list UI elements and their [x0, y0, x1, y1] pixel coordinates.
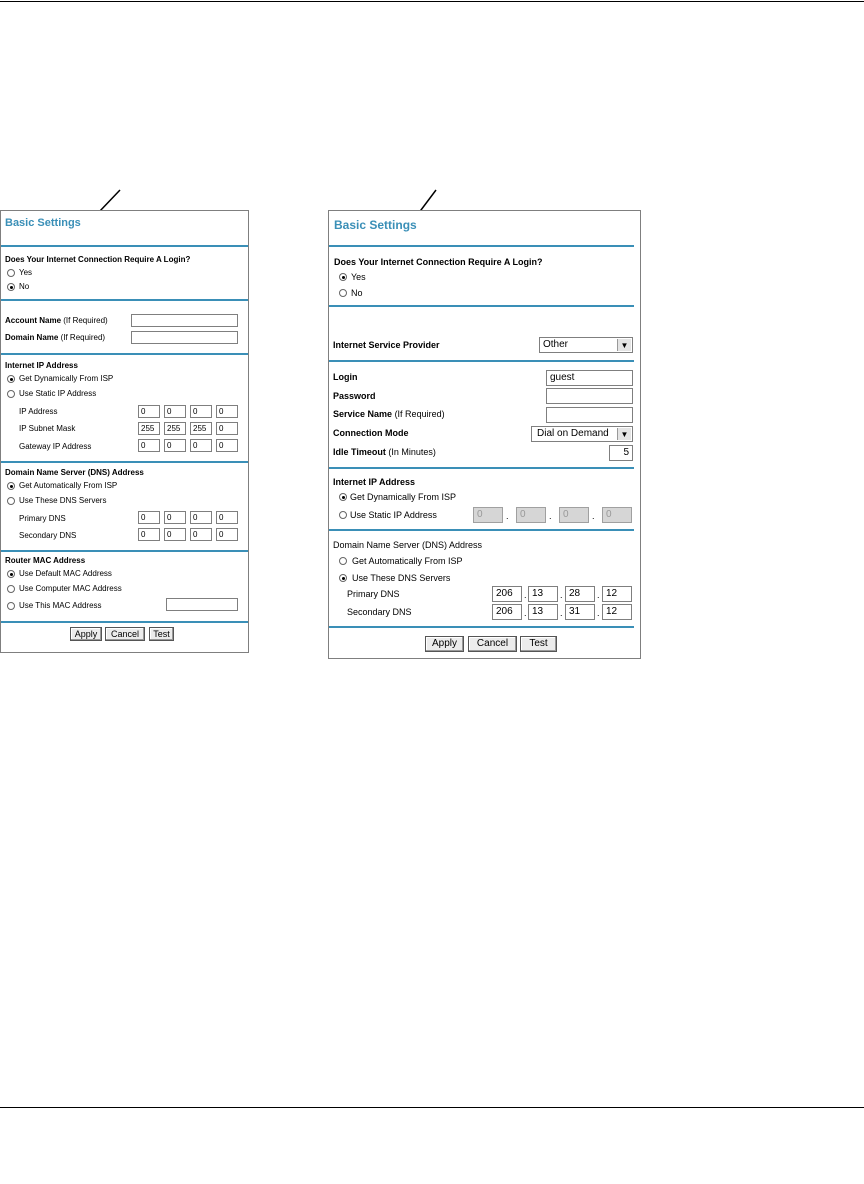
divider — [329, 467, 634, 469]
password-input[interactable] — [546, 388, 633, 404]
chevron-down-icon: ▼ — [617, 428, 631, 440]
dns-auto-label: Get Automatically From ISP — [352, 556, 463, 566]
login-question: Does Your Internet Connection Require A Login? — [334, 257, 543, 267]
isp-label: Internet Service Provider — [333, 340, 440, 350]
divider — [1, 550, 248, 552]
mac-address-input[interactable] — [166, 598, 238, 611]
page-title: Basic Settings — [5, 217, 81, 229]
domain-name-label: Domain Name — [5, 333, 59, 342]
page-title: Basic Settings — [334, 218, 417, 232]
connection-mode-value: Dial on Demand — [537, 428, 609, 439]
octet-separator: . — [524, 590, 527, 600]
domain-name-input[interactable] — [131, 331, 238, 344]
ip-static-radio[interactable] — [339, 511, 347, 519]
account-name-input[interactable] — [131, 314, 238, 327]
primary-dns-octet-2[interactable]: 13 — [528, 586, 558, 602]
ip-dynamic-label: Get Dynamically From ISP — [19, 374, 114, 383]
subnet-label: IP Subnet Mask — [19, 424, 76, 433]
service-name-label: Service Name — [333, 409, 393, 419]
secondary-dns-octet-3[interactable]: 0 — [190, 528, 212, 541]
secondary-dns-octet-2[interactable]: 13 — [528, 604, 558, 620]
secondary-dns-octet-2[interactable]: 0 — [164, 528, 186, 541]
mac-default-radio[interactable] — [7, 570, 15, 578]
ip-address-label: IP Address — [19, 407, 58, 416]
divider — [1, 245, 248, 247]
secondary-dns-octet-4[interactable]: 12 — [602, 604, 632, 620]
subnet-octet-2[interactable]: 255 — [164, 422, 186, 435]
cancel-button[interactable]: Cancel — [105, 627, 145, 641]
login-no-label: No — [19, 282, 30, 291]
ip-dynamic-label: Get Dynamically From ISP — [350, 492, 457, 502]
secondary-dns-octet-4[interactable]: 0 — [216, 528, 238, 541]
static-ip-octet-4[interactable]: 0 — [602, 507, 632, 523]
connection-mode-select[interactable] — [531, 426, 633, 442]
secondary-dns-label: Secondary DNS — [347, 607, 412, 617]
divider — [1, 461, 248, 463]
mac-computer-radio[interactable] — [7, 585, 15, 593]
octet-separator: . — [560, 590, 563, 600]
primary-dns-label: Primary DNS — [347, 589, 400, 599]
ip-static-label: Use Static IP Address — [350, 510, 437, 520]
primary-dns-octet-3[interactable]: 28 — [565, 586, 595, 602]
login-input[interactable]: guest — [546, 370, 633, 386]
account-name-row — [5, 316, 108, 325]
internet-ip-heading: Internet IP Address — [333, 477, 416, 487]
login-no-radio[interactable] — [7, 283, 15, 291]
ip-address-octet-1[interactable]: 0 — [138, 405, 160, 418]
internet-ip-heading: Internet IP Address — [5, 361, 78, 370]
secondary-dns-octet-3[interactable]: 31 — [565, 604, 595, 620]
ip-dynamic-radio[interactable] — [7, 375, 15, 383]
divider — [329, 626, 634, 628]
primary-dns-octet-4[interactable]: 0 — [216, 511, 238, 524]
ip-address-octet-3[interactable]: 0 — [190, 405, 212, 418]
divider — [329, 529, 634, 531]
primary-dns-label: Primary DNS — [19, 514, 66, 523]
if-required-note: (If Required) — [63, 316, 108, 325]
dns-manual-label: Use These DNS Servers — [19, 496, 107, 505]
secondary-dns-octet-1[interactable]: 0 — [138, 528, 160, 541]
idle-timeout-input[interactable]: 5 — [609, 445, 633, 461]
dns-manual-label: Use These DNS Servers — [352, 573, 451, 583]
test-button[interactable]: Test — [520, 636, 557, 652]
login-no-label: No — [351, 288, 363, 298]
if-required-note: (If Required) — [394, 409, 445, 419]
gateway-octet-3[interactable]: 0 — [190, 439, 212, 452]
octet-separator: . — [506, 511, 509, 521]
gateway-octet-4[interactable]: 0 — [216, 439, 238, 452]
dns-heading: Domain Name Server (DNS) Address — [333, 540, 483, 550]
subnet-octet-1[interactable]: 255 — [138, 422, 160, 435]
ip-address-octet-4[interactable]: 0 — [216, 405, 238, 418]
login-yes-label: Yes — [351, 272, 366, 282]
idle-timeout-suffix: (In Minutes) — [388, 447, 436, 457]
gateway-octet-2[interactable]: 0 — [164, 439, 186, 452]
test-button[interactable]: Test — [149, 627, 174, 641]
if-required-note: (If Required) — [60, 333, 106, 342]
mac-default-label: Use Default MAC Address — [19, 569, 112, 578]
dns-auto-radio[interactable] — [7, 482, 15, 490]
divider — [1, 353, 248, 355]
secondary-dns-label: Secondary DNS — [19, 531, 77, 540]
mac-custom-radio[interactable] — [7, 602, 15, 610]
login-question: Does Your Internet Connection Require A Login? — [5, 255, 191, 264]
divider — [329, 305, 634, 307]
basic-settings-panel-login-yes — [328, 210, 641, 659]
mac-computer-label: Use Computer MAC Address — [19, 584, 122, 593]
secondary-dns-octet-1[interactable]: 206 — [492, 604, 522, 620]
dns-manual-radio[interactable] — [339, 574, 347, 582]
login-no-radio[interactable] — [339, 289, 347, 297]
primary-dns-octet-2[interactable]: 0 — [164, 511, 186, 524]
octet-separator: . — [592, 511, 595, 521]
subnet-octet-3[interactable]: 255 — [190, 422, 212, 435]
dns-manual-radio[interactable] — [7, 497, 15, 505]
primary-dns-octet-3[interactable]: 0 — [190, 511, 212, 524]
octet-separator: . — [597, 590, 600, 600]
apply-button[interactable]: Apply — [70, 627, 102, 641]
mac-heading: Router MAC Address — [5, 556, 86, 565]
static-ip-octet-1[interactable]: 0 — [473, 507, 503, 523]
divider — [329, 360, 634, 362]
service-name-row — [333, 409, 445, 419]
subnet-octet-4[interactable]: 0 — [216, 422, 238, 435]
primary-dns-octet-1[interactable]: 0 — [138, 511, 160, 524]
isp-select-value: Other — [543, 339, 569, 350]
dns-heading: Domain Name Server (DNS) Address — [5, 468, 144, 477]
connection-mode-label: Connection Mode — [333, 428, 409, 438]
isp-select[interactable] — [539, 337, 633, 353]
ip-static-label: Use Static IP Address — [19, 389, 97, 398]
chevron-down-icon: ▼ — [617, 339, 631, 351]
octet-separator: . — [597, 608, 600, 618]
gateway-label: Gateway IP Address — [19, 442, 92, 451]
basic-settings-panel-login-no — [0, 210, 249, 653]
apply-button[interactable]: Apply — [425, 636, 464, 652]
idle-timeout-label: Idle Timeout — [333, 447, 386, 457]
divider — [1, 299, 248, 301]
divider — [329, 245, 634, 247]
cancel-button[interactable]: Cancel — [468, 636, 517, 652]
octet-separator: . — [560, 608, 563, 618]
ip-static-radio[interactable] — [7, 390, 15, 398]
primary-dns-octet-4[interactable]: 12 — [602, 586, 632, 602]
ip-address-octet-2[interactable]: 0 — [164, 405, 186, 418]
dns-auto-label: Get Automatically From ISP — [19, 481, 118, 490]
service-name-input[interactable] — [546, 407, 633, 423]
static-ip-octet-3[interactable]: 0 — [559, 507, 589, 523]
gateway-octet-1[interactable]: 0 — [138, 439, 160, 452]
domain-name-row — [5, 333, 105, 342]
idle-timeout-row — [333, 447, 436, 457]
primary-dns-octet-1[interactable]: 206 — [492, 586, 522, 602]
octet-separator: . — [549, 511, 552, 521]
password-label: Password — [333, 391, 376, 401]
divider — [1, 621, 248, 623]
account-name-label: Account Name — [5, 316, 62, 325]
login-label: Login — [333, 372, 358, 382]
login-yes-radio[interactable] — [339, 273, 347, 281]
dns-auto-radio[interactable] — [339, 557, 347, 565]
bottom-rule — [0, 1107, 864, 1108]
login-yes-radio[interactable] — [7, 269, 15, 277]
static-ip-octet-2[interactable]: 0 — [516, 507, 546, 523]
mac-custom-label: Use This MAC Address — [19, 601, 102, 610]
ip-dynamic-radio[interactable] — [339, 493, 347, 501]
octet-separator: . — [524, 608, 527, 618]
login-yes-label: Yes — [19, 268, 33, 277]
